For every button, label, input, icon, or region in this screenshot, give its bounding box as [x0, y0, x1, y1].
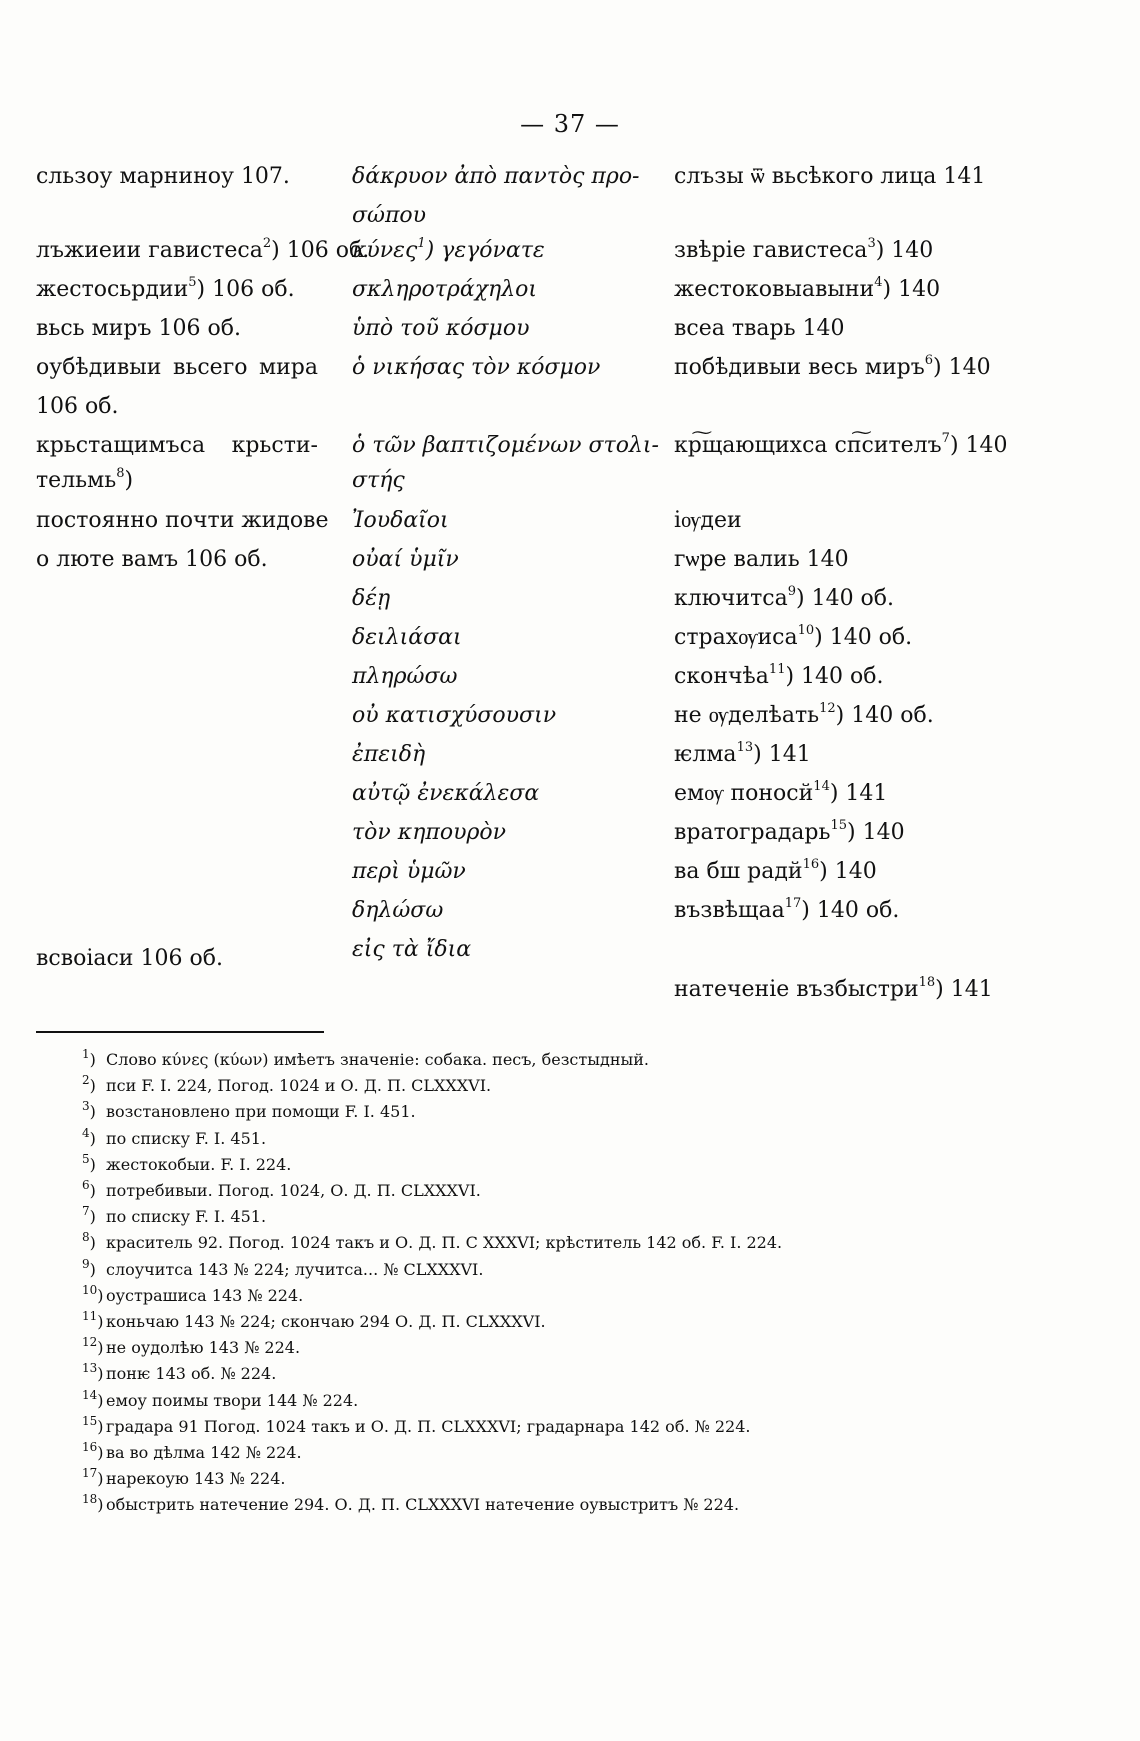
footnote	[82, 1204, 267, 1227]
text-line	[352, 820, 506, 846]
footnote-ref: 3	[867, 236, 876, 251]
footnote-ref: 9	[787, 584, 796, 599]
footnote-ref: 6	[924, 353, 934, 368]
line-text: жестосьрдии	[36, 277, 189, 302]
line-suffix: 141	[838, 781, 888, 806]
text-line: оубѣдивыи вьсего мира	[36, 355, 318, 380]
line-text: εἰς τὰ ἴδια	[352, 937, 472, 962]
footnote-text: оустрашиса 143 № 224.	[106, 1285, 304, 1305]
text-line	[36, 394, 118, 420]
text-line: побѣдивыи весь миръ$^6$) 140	[674, 353, 991, 380]
line-text: πληρώσω	[352, 664, 458, 689]
footnote-number: $^4$)	[82, 1125, 96, 1148]
line-text: δάκρυον ἀπὸ παντὸς προ-	[352, 164, 640, 189]
footnote-number: $^{18}$)	[82, 1492, 104, 1515]
footnote	[82, 1440, 302, 1463]
footnote-text: градара 91 Погод. 1024 такъ и О. Д. П. CLXXXVI; градарнара 142 об. № 224.	[106, 1416, 751, 1436]
text-line: емѹ поносй$^{14}$) 141	[674, 779, 888, 806]
footnote	[82, 1099, 416, 1122]
page-number: — 37 —	[520, 110, 620, 138]
line-text: δειλιάσαι	[352, 625, 462, 650]
footnote-text: ва во дѣлма 142 № 224.	[106, 1443, 302, 1462]
line-text: αὐτῷ ἐνεκάλεσα	[352, 781, 540, 806]
text-line: жестоковыавыни$^4$) 140	[674, 275, 941, 302]
footnote	[82, 1466, 286, 1489]
text-line	[352, 664, 457, 690]
line-text: ѥлма	[674, 742, 737, 767]
footnote	[82, 1282, 304, 1306]
footnote	[82, 1178, 481, 1201]
footnote-text: по списку F. I. 451.	[106, 1128, 267, 1148]
line-text: σώπου	[352, 203, 427, 228]
line-text: ключитса	[674, 586, 788, 611]
line-text: лъжиеии гавистеса	[36, 238, 263, 263]
line-text: στής	[352, 468, 405, 493]
footnote	[82, 1230, 783, 1253]
line-suffix: 140	[827, 859, 877, 884]
text-line	[352, 586, 390, 612]
footnote	[82, 1387, 359, 1411]
line-suffix: 140 об.	[804, 586, 895, 611]
line-text: всвоіаси 106 об.	[36, 946, 223, 971]
footnote-ref: 10	[797, 623, 815, 638]
line-text: сльзоу марниноу 107.	[36, 164, 290, 189]
footnote-text: Слово κύνες (κύων) имѣетъ значеніе: собака. песъ, безстыдный.	[106, 1050, 649, 1069]
line-text: περὶ ὑμῶν	[352, 859, 466, 884]
line-text: σκληροτράχηλοι	[352, 277, 538, 302]
footnote-ref: 1	[417, 236, 426, 251]
footnote-text: емоу поимы твори 144 № 224.	[106, 1390, 359, 1410]
footnote-ref: 13	[736, 740, 754, 755]
text-line	[352, 742, 425, 768]
footnote-ref: 18	[918, 975, 936, 990]
line-suffix: 140	[891, 277, 941, 302]
text-line	[352, 277, 537, 303]
footnote-text: нарекоую 143 № 224.	[106, 1469, 286, 1489]
footnote-text: возстановлено при помощи F. I. 451.	[106, 1102, 416, 1122]
footnote	[82, 1073, 492, 1096]
line-text: οὐ κατισχύσουσιν	[352, 703, 557, 728]
text-line	[674, 164, 985, 190]
text-line	[352, 625, 462, 651]
text-line: не ѹделѣать$^{12}$) 140 об.	[674, 701, 934, 728]
footnote	[82, 1335, 301, 1358]
text-line	[674, 316, 845, 342]
line-suffix: 140 об.	[844, 703, 934, 728]
line-text: скончѣа	[674, 664, 769, 689]
text-line	[674, 547, 849, 573]
footnote-text: не оудолѣю 143 № 224.	[106, 1338, 301, 1358]
footnote-number: $^5$)	[82, 1151, 96, 1174]
footnote-ref: 5	[188, 275, 197, 290]
footnote-text: слоучитса 143 № 224; лучитса... № CLXXXVI.	[106, 1259, 484, 1279]
line-text: ва бш радй	[674, 859, 803, 884]
line-text: о люте вамъ 106 об.	[36, 547, 268, 572]
line-suffix: 140 об.	[809, 898, 900, 923]
footnote-ref: 12	[819, 701, 836, 716]
line-suffix: 140 об.	[794, 664, 884, 689]
footnote-number: $^3$)	[82, 1099, 96, 1122]
footnote-number: $^2$)	[82, 1073, 96, 1096]
footnote	[82, 1125, 267, 1149]
line-text: слъзы ѿ вьсѣкого лица 141	[674, 164, 986, 189]
footnote-text: обыстрить натечение 294. О. Д. П. CLXXXVI натечение оувыстритъ № 224.	[106, 1495, 740, 1515]
footnote-text: краситель 92. Погод. 1024 такъ и О. Д. П. С XXXVI; крѣститель 142 об. F. I. 224.	[106, 1233, 783, 1253]
footnote-number: $^{14}$)	[82, 1387, 104, 1410]
text-line	[352, 508, 449, 534]
line-text: κύνες	[352, 238, 418, 263]
line-suffix: 140	[855, 820, 905, 845]
footnote-text: пси F. I. 224, Погод. 1024 и О. Д. П. CLXXXVI.	[106, 1076, 492, 1096]
footnote-number: $^{12}$)	[82, 1335, 104, 1358]
footnote	[82, 1361, 277, 1384]
text-line	[352, 937, 471, 963]
footnote-number: $^{10}$)	[82, 1282, 104, 1305]
text-line: кр͠щающихса сп͠сителъ$^7$) 140	[674, 431, 1008, 458]
line-text: не ѹделѣать	[674, 703, 820, 728]
text-line	[352, 316, 529, 342]
text-line: натеченіе възбыстри$^{18}$) 141	[674, 975, 993, 1002]
footnote-number: $^{11}$)	[82, 1309, 104, 1331]
footnote-text: по списку F. I. 451.	[106, 1207, 267, 1227]
text-line	[352, 547, 459, 573]
line-suffix: 106 об.	[279, 238, 370, 263]
line-text: ἐπειδὴ	[352, 742, 426, 767]
text-line: скончѣа$^{11}$) 140 об.	[674, 662, 884, 689]
text-line	[352, 898, 443, 924]
text-line: ѥлма$^{13}$) 141	[674, 740, 811, 767]
line-suffix: 141	[943, 977, 993, 1002]
text-line: лъжиеии гавистеса$^2$) 106 об.	[36, 236, 370, 263]
footnote	[82, 1256, 484, 1280]
footnote-ref: 17	[784, 896, 802, 911]
footnote	[82, 1309, 546, 1332]
line-suffix: γεγόνατε	[434, 238, 545, 263]
footnote-ref: 2	[262, 236, 272, 251]
text-line: страхѹиса$^{10}$) 140 об.	[674, 623, 913, 650]
text-line: възвѣщаа$^{17}$) 140 об.	[674, 896, 900, 923]
text-line: κύνες$^1$) γεγόνατε	[352, 236, 545, 263]
line-text: възвѣщаа	[674, 898, 785, 923]
line-text: δηλώσω	[352, 898, 444, 923]
footnote-ref: 15	[830, 818, 847, 833]
text-line	[36, 946, 223, 972]
line-text: вратоградарь	[674, 820, 831, 845]
footnote-ref: 7	[941, 431, 950, 446]
line-suffix: 106 об.	[205, 277, 295, 302]
line-text: тельмь	[36, 468, 117, 493]
footnote-text: потребивыи. Погод. 1024, О. Д. П. CLXXXVI.	[106, 1181, 481, 1200]
line-suffix: 140	[958, 433, 1008, 458]
footnote-text: коньчаю 143 № 224; скончаю 294 О. Д. П. CLXXXVI.	[106, 1312, 546, 1331]
line-text: οὐαί ὑμῖν	[352, 547, 459, 572]
text-line	[352, 468, 405, 494]
text-line	[352, 859, 466, 885]
footnote-ref: 14	[813, 779, 830, 794]
footnote	[82, 1151, 292, 1175]
footnote	[82, 1413, 751, 1437]
text-line: вратоградарь$^{15}$) 140	[674, 818, 905, 845]
line-text: гѡре валиь 140	[674, 547, 849, 572]
text-line	[36, 508, 328, 534]
footnote-number: $^{13}$)	[82, 1361, 104, 1384]
line-text: звѣріе гавистеса	[674, 238, 868, 263]
text-line: жестосьрдии$^5$) 106 об.	[36, 275, 295, 302]
text-line: ва бш радй$^{16}$) 140	[674, 857, 877, 884]
line-text: кр͠щающихса сп͠сителъ	[674, 433, 942, 458]
line-text: ὑπὸ τοῦ κόσμου	[352, 316, 530, 341]
text-line	[36, 164, 290, 190]
text-line: звѣріе гавистеса$^3$) 140	[674, 236, 934, 263]
line-text: побѣдивыи весь миръ	[674, 355, 925, 380]
line-suffix: 140	[941, 355, 991, 380]
text-line: тельмь$^8$)	[36, 466, 134, 493]
line-suffix: 140	[884, 238, 934, 263]
line-text: вьсь миръ 106 об.	[36, 316, 241, 341]
footnote	[82, 1047, 649, 1070]
line-text: постоянно почти жидове	[36, 508, 329, 533]
line-text: натеченіе възбыстри	[674, 977, 919, 1002]
line-text: ὁ τῶν βαπτιζομένων στολι-	[352, 433, 659, 458]
footnote-number: $^9$)	[82, 1256, 96, 1279]
line-text: емѹ поносй	[674, 781, 814, 806]
footnote-text: понѥ 143 об. № 224.	[106, 1364, 277, 1384]
footnote-number: $^{15}$)	[82, 1413, 104, 1436]
text-line	[352, 433, 659, 459]
footnote-ref: 16	[802, 857, 820, 872]
footnote	[82, 1492, 740, 1515]
text-line	[352, 355, 600, 381]
line-suffix: 140 об.	[822, 625, 913, 650]
footnote-number: $^8$)	[82, 1230, 96, 1253]
footnote-ref: 11	[768, 662, 786, 677]
line-text: δέῃ	[352, 586, 391, 611]
footnote-number: $^6$)	[82, 1178, 96, 1200]
footnote-ref: 4	[874, 275, 883, 290]
text-line	[36, 316, 241, 342]
footnote-separator	[36, 1031, 324, 1033]
text-line: крьстащимъса крьсти-	[36, 433, 318, 458]
text-line	[352, 164, 640, 190]
text-line	[674, 508, 742, 534]
footnote-number: $^1$)	[82, 1047, 96, 1069]
line-text: страхѹиса	[674, 625, 798, 650]
line-text: Ἰουδαῖοι	[352, 508, 449, 533]
line-text: ὁ νικήσας τὸν κόσμον	[352, 355, 601, 380]
line-text: 106 об.	[36, 394, 119, 419]
text-line	[352, 703, 556, 729]
line-text: всеа тварь 140	[674, 316, 845, 341]
line-suffix: 141	[761, 742, 811, 767]
text-line	[352, 781, 539, 807]
footnote-ref: 8	[116, 466, 125, 481]
line-text: жестоковыавыни	[674, 277, 875, 302]
text-line	[352, 203, 426, 229]
line-text: іѹдеи	[674, 508, 742, 533]
footnote-text: жестокобыи. F. I. 224.	[106, 1154, 292, 1174]
text-line: ключитса$^9$) 140 об.	[674, 584, 895, 611]
line-text: τὸν κηπουρὸν	[352, 820, 507, 845]
text-line	[36, 547, 268, 573]
footnote-number: $^{17}$)	[82, 1466, 104, 1489]
footnote-number: $^7$)	[82, 1204, 96, 1227]
footnote-number: $^{16}$)	[82, 1440, 104, 1462]
